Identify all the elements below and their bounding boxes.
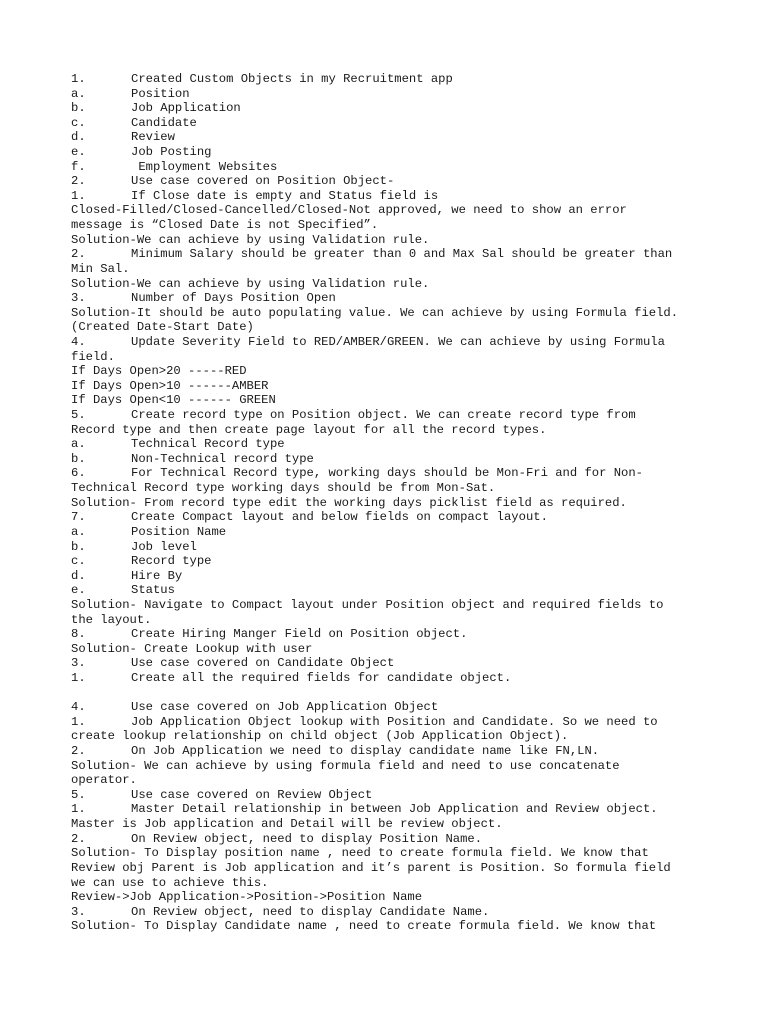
line-marker: 2.: [71, 831, 86, 846]
text-line: [71, 306, 703, 321]
line-text: If Days Open>10 ------AMBER: [71, 378, 269, 393]
line-text: Job Application: [131, 101, 241, 116]
line-text: On Review object, need to display Position Name.: [131, 831, 483, 846]
numbered-line: [71, 744, 703, 759]
line-marker: 1.: [71, 714, 86, 729]
text-line: [71, 481, 703, 496]
numbered-line: [71, 452, 703, 467]
numbered-line: [71, 247, 703, 262]
line-marker: 1.: [71, 188, 86, 203]
line-text: Record type and then create page layout for all the record types.: [71, 422, 547, 437]
line-text: Master is Job application and Detail will be review object.: [71, 817, 503, 832]
numbered-line: [71, 788, 703, 803]
line-marker: 4.: [71, 334, 86, 349]
line-text: message is “Closed Date is not Specified”.: [71, 218, 379, 233]
line-text: Review: [131, 130, 175, 145]
line-text: field.: [71, 349, 115, 364]
line-text: Solution- We can achieve by using formula field and need to use concatenate: [71, 758, 620, 773]
numbered-line: [71, 437, 703, 452]
numbered-line: [71, 525, 703, 540]
line-text: Technical Record type: [131, 437, 285, 452]
line-marker: 2.: [71, 247, 86, 262]
numbered-line: [71, 291, 703, 306]
line-marker: d.: [71, 130, 86, 145]
line-text: Hire By: [131, 568, 183, 583]
line-text: Solution- To Display Candidate name , need to create formula field. We know that: [71, 919, 657, 934]
line-text: Position Name: [131, 524, 227, 539]
line-marker: a.: [71, 86, 86, 101]
text-line: [71, 218, 703, 233]
line-text: Employment Websites: [131, 159, 278, 174]
numbered-line: [71, 189, 703, 204]
line-marker: 1.: [71, 670, 86, 685]
text-line: [71, 262, 703, 277]
numbered-line: [71, 671, 703, 686]
line-text: Created Custom Objects in my Recruitment app: [131, 72, 453, 86]
numbered-line: [71, 540, 703, 555]
text-line: [71, 233, 703, 248]
line-marker: c.: [71, 554, 86, 569]
line-text: Create Compact layout and below fields on compact layout.: [131, 510, 548, 525]
line-text: Review->Job Application->Position->Position Name: [71, 890, 423, 905]
line-text: Candidate: [131, 115, 197, 130]
text-line: [71, 364, 703, 379]
line-marker: b.: [71, 451, 86, 466]
line-marker: 5.: [71, 787, 86, 802]
text-line: [71, 393, 703, 408]
text-line: [71, 598, 703, 613]
numbered-line: [71, 554, 703, 569]
text-line: [71, 613, 703, 628]
text-line: [71, 686, 703, 701]
line-text: Technical Record type working days should be from Mon-Sat.: [71, 481, 496, 496]
line-text: the layout.: [71, 612, 152, 627]
numbered-line: [71, 145, 703, 160]
text-line: [71, 379, 703, 394]
line-marker: 7.: [71, 510, 86, 525]
line-text: Position: [131, 86, 190, 101]
line-text: Create all the required fields for candidate object.: [131, 670, 512, 685]
line-marker: 8.: [71, 627, 86, 642]
line-text: Update Severity Field to RED/AMBER/GREEN. We can achieve by using Formula: [131, 334, 665, 349]
numbered-line: [71, 510, 703, 525]
line-text: Solution- Create Lookup with user: [71, 641, 313, 656]
text-line: [71, 846, 703, 861]
text-line: [71, 759, 703, 774]
line-text: Create record type on Position object. We can create record type from: [131, 408, 636, 423]
line-marker: e.: [71, 145, 86, 160]
numbered-line: [71, 174, 703, 189]
line-marker: 5.: [71, 408, 86, 423]
line-text: (Created Date-Start Date): [71, 320, 254, 335]
numbered-line: [71, 715, 703, 730]
line-text: Solution- To Display position name , need to create formula field. We know that: [71, 846, 649, 861]
line-text: If Close date is empty and Status field is: [131, 188, 439, 203]
line-text: Solution- From record type edit the working days picklist field as required.: [71, 495, 627, 510]
text-line: [71, 320, 703, 335]
line-text: Job level: [131, 539, 197, 554]
text-line: [71, 496, 703, 511]
text-line: [71, 861, 703, 876]
numbered-line: [71, 700, 703, 715]
line-marker: 2.: [71, 744, 86, 759]
line-marker: 4.: [71, 700, 86, 715]
line-text: Master Detail relationship in between Job Application and Review object.: [131, 802, 658, 817]
line-marker: 3.: [71, 904, 86, 919]
text-line: [71, 890, 703, 905]
numbered-line: [71, 656, 703, 671]
line-text: Job Posting: [131, 145, 212, 160]
numbered-line: [71, 87, 703, 102]
line-marker: 3.: [71, 291, 86, 306]
line-text: Use case covered on Job Application Object: [131, 700, 439, 715]
line-text: we can use to achieve this.: [71, 875, 269, 890]
line-marker: d.: [71, 568, 86, 583]
line-marker: a.: [71, 437, 86, 452]
numbered-line: [71, 832, 703, 847]
line-marker: b.: [71, 539, 86, 554]
numbered-line: [71, 408, 703, 423]
line-text: Solution-We can achieve by using Validation rule.: [71, 232, 430, 247]
numbered-line: [71, 72, 703, 87]
line-text: Solution-It should be auto populating value. We can achieve by using Formula field.: [71, 305, 679, 320]
text-line: [71, 642, 703, 657]
line-text: For Technical Record type, working days should be Mon-Fri and for Non-: [131, 466, 643, 481]
numbered-line: [71, 335, 703, 350]
numbered-line: [71, 160, 703, 175]
line-text: Job Application Object lookup with Position and Candidate. So we need to: [131, 714, 658, 729]
line-text: Closed-Filled/Closed-Cancelled/Closed-Not approved, we need to show an error: [71, 203, 627, 218]
line-text: Record type: [131, 554, 212, 569]
line-text: Review obj Parent is Job application and it’s parent is Position. So formula field: [71, 860, 671, 875]
document-body: [71, 72, 703, 934]
numbered-line: [71, 466, 703, 481]
text-line: [71, 277, 703, 292]
line-marker: 6.: [71, 466, 86, 481]
numbered-line: [71, 130, 703, 145]
text-line: [71, 729, 703, 744]
text-line: [71, 817, 703, 832]
numbered-line: [71, 569, 703, 584]
line-text: Use case covered on Review Object: [131, 787, 373, 802]
line-marker: 1.: [71, 72, 86, 86]
text-line: [71, 773, 703, 788]
line-text: Solution-We can achieve by using Validation rule.: [71, 276, 430, 291]
line-text: Use case covered on Position Object-: [131, 174, 395, 189]
text-line: [71, 876, 703, 891]
numbered-line: [71, 101, 703, 116]
line-marker: f.: [71, 159, 86, 174]
line-text: On Review object, need to display Candidate Name.: [131, 904, 490, 919]
line-text: On Job Application we need to display candidate name like FN,LN.: [131, 744, 600, 759]
numbered-line: [71, 583, 703, 598]
line-marker: b.: [71, 101, 86, 116]
line-text: Number of Days Position Open: [131, 291, 336, 306]
text-line: [71, 350, 703, 365]
line-marker: e.: [71, 583, 86, 598]
line-text: If Days Open<10 ------ GREEN: [71, 393, 276, 408]
numbered-line: [71, 116, 703, 131]
text-line: [71, 423, 703, 438]
line-text: create lookup relationship on child object (Job Application Object).: [71, 729, 569, 744]
numbered-line: [71, 905, 703, 920]
line-marker: 3.: [71, 656, 86, 671]
line-marker: 2.: [71, 174, 86, 189]
line-marker: 1.: [71, 802, 86, 817]
numbered-line: [71, 802, 703, 817]
line-text: operator.: [71, 773, 137, 788]
line-marker: a.: [71, 524, 86, 539]
line-text: Min Sal.: [71, 261, 130, 276]
text-line: [71, 919, 703, 934]
text-line: [71, 203, 703, 218]
line-text: Solution- Navigate to Compact layout under Position object and required fields to: [71, 597, 664, 612]
line-marker: c.: [71, 115, 86, 130]
numbered-line: [71, 627, 703, 642]
line-text: Status: [131, 583, 175, 598]
line-text: Use case covered on Candidate Object: [131, 656, 395, 671]
line-text: If Days Open>20 -----RED: [71, 364, 247, 379]
line-text: Non-Technical record type: [131, 451, 314, 466]
line-text: Minimum Salary should be greater than 0 and Max Sal should be greater than: [131, 247, 673, 262]
line-text: Create Hiring Manger Field on Position object.: [131, 627, 468, 642]
